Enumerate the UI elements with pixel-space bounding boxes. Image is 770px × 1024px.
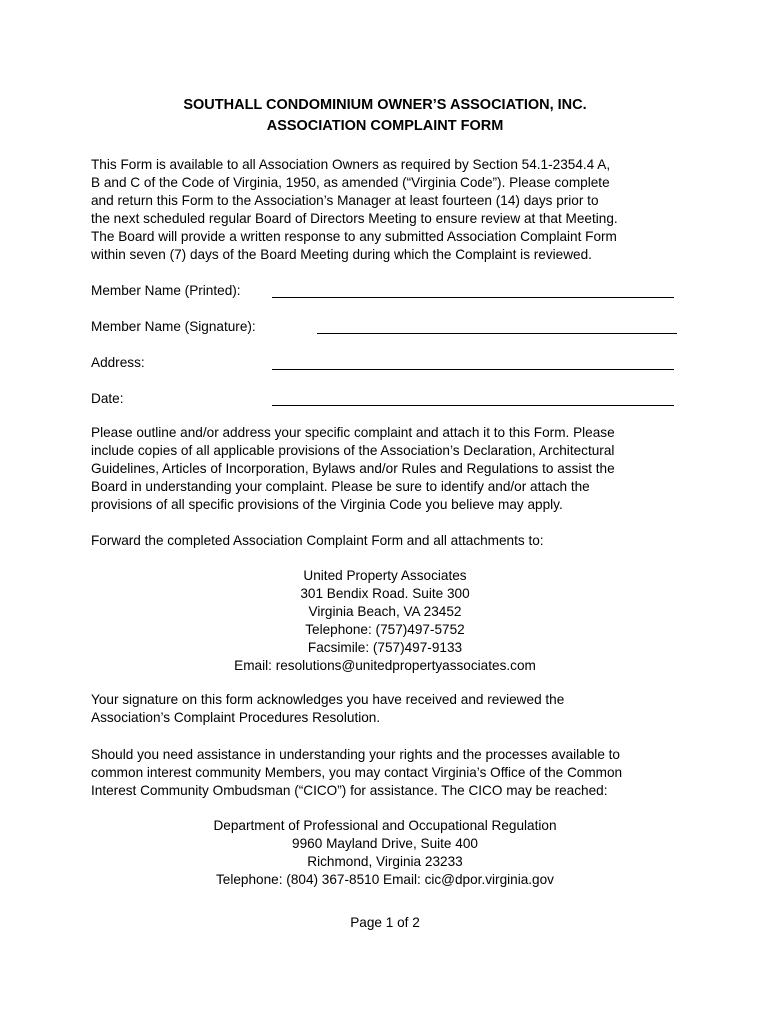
document-title-line-2: ASSOCIATION COMPLAINT FORM: [266, 118, 504, 134]
member-name-signature-line[interactable]: [317, 333, 677, 334]
instructions-paragraph: [91, 424, 691, 514]
intro-line: and return this Form to the Association’s Manager at least fourteen (14) days prior to: [91, 192, 599, 208]
acknowledgement-line: Your signature on this form acknowledges you have received and reviewed the: [91, 692, 565, 707]
cico-street: 9960 Mayland Drive, Suite 400: [292, 835, 478, 851]
intro-line: within seven (7) days of the Board Meeting during which the Complaint is reviewed.: [91, 246, 592, 262]
forward-paragraph: [91, 532, 691, 550]
instructions-line: Please outline and/or address your specific complaint and attach it to this Form. Please: [91, 425, 615, 440]
manager-street: 301 Bendix Road. Suite 300: [300, 585, 470, 601]
manager-name: United Property Associates: [303, 568, 467, 583]
acknowledgement-line: Association’s Complaint Procedures Resolution.: [91, 709, 381, 725]
cico-phone-email: Telephone: (804) 367-8510 Email: cic@dpor.virginia.gov: [216, 871, 554, 887]
page-number: Page 1 of 2: [350, 915, 420, 930]
document-title-line-1: SOUTHALL CONDOMINIUM OWNER’S ASSOCIATION, INC.: [183, 97, 587, 113]
acknowledgement-paragraph: [91, 691, 691, 727]
intro-paragraph: [91, 156, 691, 263]
manager-email: Email: resolutions@unitedpropertyassociates.com: [234, 657, 536, 673]
instructions-line: Guidelines, Articles of Incorporation, Bylaws and/or Rules and Regulations to assist the: [91, 460, 615, 476]
instructions-line: provisions of all specific provisions of the Virginia Code you believe may apply.: [91, 496, 563, 512]
assistance-paragraph: [91, 746, 691, 800]
address-label: Address:: [91, 355, 145, 370]
assistance-line: common interest community Members, you may contact Virginia’s Office of the Common: [91, 764, 623, 780]
intro-line: The Board will provide a written response to any submitted Association Complaint Form: [91, 228, 617, 244]
assistance-line: Should you need assistance in understanding your rights and the processes available to: [91, 747, 620, 762]
cico-city: Richmond, Virginia 23233: [307, 853, 463, 869]
instructions-line: include copies of all applicable provisions of the Association’s Declaration, Architectural: [91, 442, 615, 458]
member-name-signature-label: Member Name (Signature):: [91, 319, 256, 334]
cico-department: Department of Professional and Occupational Regulation: [213, 818, 557, 833]
manager-telephone: Telephone: (757)497-5752: [305, 621, 465, 637]
date-label: Date:: [91, 391, 124, 406]
member-name-printed-line[interactable]: [272, 297, 674, 298]
cico-contact-block: [0, 817, 770, 889]
assistance-line: Interest Community Ombudsman (“CICO”) for assistance. The CICO may be reached:: [91, 782, 608, 798]
member-name-printed-label: Member Name (Printed):: [91, 283, 241, 298]
manager-contact-block: [0, 567, 770, 674]
forward-line: Forward the completed Association Complaint Form and all attachments to:: [91, 533, 544, 548]
address-line[interactable]: [272, 369, 674, 370]
intro-line: B and C of the Code of Virginia, 1950, as amended (“Virginia Code”). Please complete: [91, 174, 610, 190]
intro-line: the next scheduled regular Board of Directors Meeting to ensure review at that Meeting.: [91, 210, 618, 226]
manager-city: Virginia Beach, VA 23452: [308, 603, 462, 619]
instructions-line: Board in understanding your complaint. Please be sure to identify and/or attach the: [91, 478, 590, 494]
date-line[interactable]: [272, 405, 674, 406]
manager-facsimile: Facsimile: (757)497-9133: [307, 639, 463, 655]
intro-line: This Form is available to all Association Owners as required by Section 54.1-2354.4 A,: [91, 157, 611, 172]
